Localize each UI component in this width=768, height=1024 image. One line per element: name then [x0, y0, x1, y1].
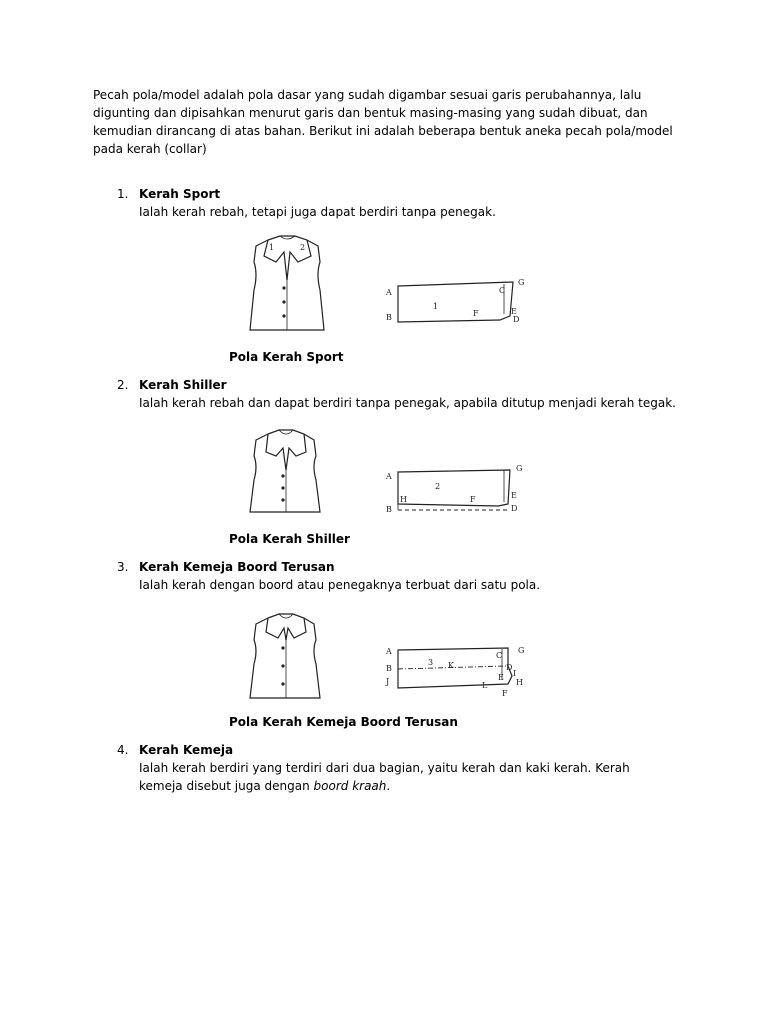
- pattern-label: C: [499, 286, 506, 295]
- pattern-label: H: [400, 495, 407, 504]
- pattern-label: L: [482, 681, 488, 690]
- pattern-label: 3: [428, 658, 434, 667]
- pattern-label: B: [386, 664, 392, 673]
- pattern-label: F: [470, 495, 476, 504]
- item-description: [139, 759, 659, 795]
- pola-kerah-sport-diagram: [380, 274, 530, 326]
- item-number: 3.: [117, 560, 129, 574]
- item-title: Kerah Kemeja: [139, 743, 234, 757]
- pattern-label: E: [511, 307, 517, 316]
- pattern-label: J: [386, 677, 390, 686]
- pattern-label: K: [448, 661, 454, 670]
- pattern-label: F: [502, 689, 508, 698]
- pattern-label: B: [386, 313, 392, 322]
- item-description: Ialah kerah rebah dan dapat berdiri tanpa penegak, apabila ditutup menjadi kerah tegak.: [139, 396, 676, 410]
- item-number: 1.: [117, 187, 129, 201]
- pola-kerah-boord-terusan-diagram: [380, 640, 530, 702]
- pattern-label: 1: [433, 302, 439, 311]
- svg-text:2: 2: [300, 243, 306, 252]
- pattern-label: 2: [435, 482, 441, 491]
- pattern-label: E: [498, 673, 504, 682]
- shirt-sport-illustration: [240, 232, 335, 334]
- item-title: Kerah Kemeja Boord Terusan: [139, 560, 335, 574]
- pattern-label: C: [496, 651, 503, 660]
- description-end: .: [386, 779, 391, 793]
- pattern-label: B: [386, 505, 392, 514]
- figure-caption: Pola Kerah Kemeja Boord Terusan: [229, 715, 458, 729]
- item-description: Ialah kerah rebah, tetapi juga dapat berdiri tanpa penegak.: [139, 205, 496, 219]
- shirt-shiller-illustration: [238, 426, 333, 516]
- pattern-label: D: [506, 663, 513, 672]
- item-number: 2.: [117, 378, 129, 392]
- shirt-boord-terusan-illustration: [238, 610, 333, 702]
- pattern-label: H: [516, 678, 523, 687]
- pattern-label: I: [513, 669, 517, 678]
- item-number: 4.: [117, 743, 129, 757]
- svg-text:1: 1: [269, 243, 275, 252]
- pattern-label: D: [513, 315, 520, 324]
- pattern-label: D: [511, 504, 518, 513]
- item-title: Kerah Sport: [139, 187, 221, 201]
- description-text: Ialah kerah berdiri yang terdiri dari dua bagian, yaitu kerah dan kaki kerah. Kerah kemeja disebut juga dengan: [139, 761, 630, 793]
- pattern-label: A: [386, 647, 392, 656]
- figure-caption: Pola Kerah Sport: [229, 350, 344, 364]
- pola-kerah-shiller-diagram: [380, 460, 530, 516]
- description-italic-term: boord kraah: [313, 779, 387, 793]
- item-description: Ialah kerah dengan boord atau penegaknya terbuat dari satu pola.: [139, 578, 541, 592]
- pattern-label: G: [516, 464, 523, 473]
- intro-paragraph: Pecah pola/model adalah pola dasar yang sudah digambar sesuai garis perubahannya, lalu digunting dan dipisahkan menurut garis dan bentuk masing-masing yang sudah dibuat, dan kemudian dirancang di atas bahan. Berikut ini adalah beberapa bentuk aneka pecah pola/model pada kerah (collar): [93, 88, 673, 156]
- pattern-label: G: [518, 278, 525, 287]
- pattern-label: A: [386, 288, 392, 297]
- pattern-label: F: [473, 309, 479, 318]
- pattern-label: E: [511, 491, 517, 500]
- item-title: Kerah Shiller: [139, 378, 227, 392]
- figure-caption: Pola Kerah Shiller: [229, 532, 350, 546]
- pattern-label: G: [518, 646, 525, 655]
- pattern-label: A: [386, 472, 392, 481]
